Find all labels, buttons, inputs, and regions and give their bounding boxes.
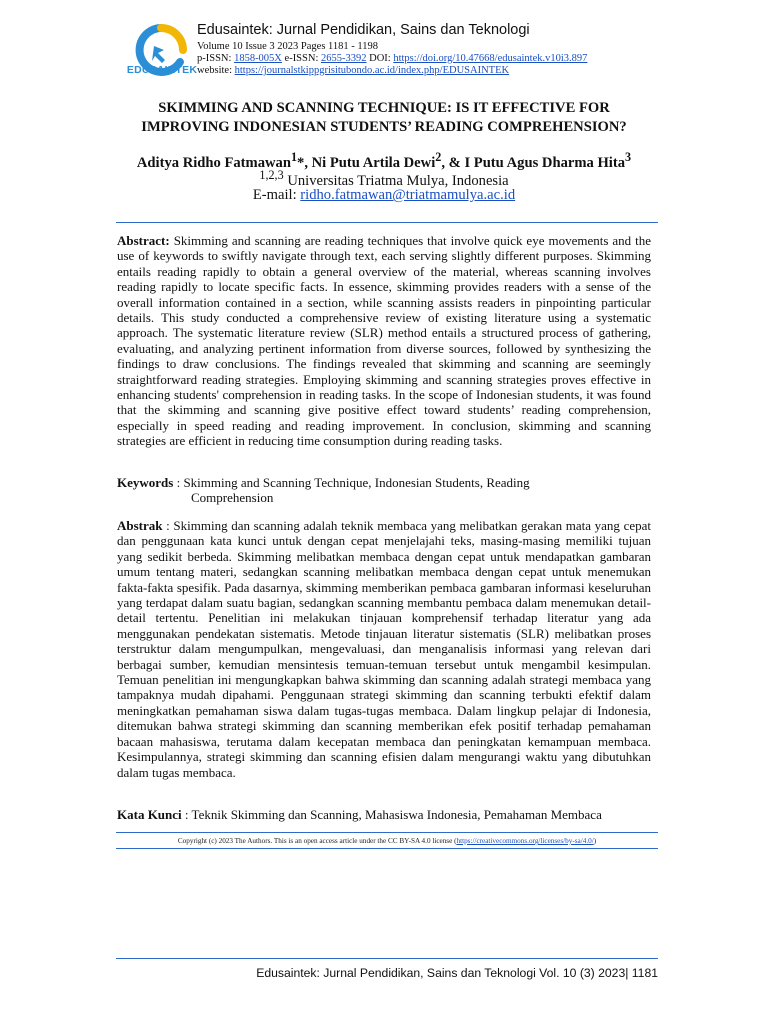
- article-title: [60, 99, 708, 137]
- license-link[interactable]: https://creativecommons.org/licenses/by-sa/4.0/: [456, 837, 594, 845]
- license-notice: [116, 837, 658, 845]
- author-3: I Putu Agus Dharma Hita: [464, 154, 626, 171]
- email-label: E-mail:: [252, 187, 301, 203]
- eissn-link[interactable]: 2655-3392: [321, 52, 367, 64]
- keywords-text-line-1: : Skimming and Scanning Technique, Indonesian Students, Reading: [173, 475, 530, 490]
- website-label: website:: [197, 64, 235, 76]
- eissn-label: e-ISSN:: [281, 52, 321, 64]
- divider-footer: [116, 958, 658, 959]
- author-2: Ni Putu Artila Dewi: [311, 154, 436, 171]
- divider-top: [116, 222, 658, 223]
- doi-label: DOI:: [366, 52, 394, 64]
- pissn-link[interactable]: 1858-005X: [234, 52, 282, 64]
- email-link[interactable]: ridho.fatmawan@triatmamulya.ac.id: [300, 187, 516, 203]
- author-separator: , &: [441, 154, 465, 171]
- journal-header: [197, 22, 717, 76]
- issn-doi-line: [197, 53, 717, 65]
- title-line-1: SKIMMING AND SCANNING TECHNIQUE: IS IT EFFECTIVE FOR: [158, 100, 610, 116]
- kata-kunci-text: : Teknik Skimming dan Scanning, Mahasiswa Indonesia, Pemahaman Membaca: [181, 807, 602, 822]
- email-line: [60, 187, 708, 204]
- license-text: Copyright (c) 2023 The Authors. This is an open access article under the CC BY-SA 4.0 license (: [177, 837, 457, 845]
- author-1-sup: 1: [290, 150, 298, 164]
- author-1-mark: *,: [297, 154, 312, 171]
- doi-link[interactable]: https://doi.org/10.47668/edusaintek.v10i3.897: [393, 52, 588, 64]
- abstrak-text: : Skimming dan scanning adalah teknik membaca yang melibatkan gerakan mata yang cepat dan penggunaan kata kunci untuk dengan cepat menjelajahi teks, masing-masing memiliki tujuan yang sedikit berbeda. Skimming melibatkan membaca dengan cepat untuk mendapatkan gambaran umum tentang materi, sedangkan scanning melibatkan membaca dengan cepat untuk menemukan fakta-fakta spesifik. Pada dasarnya, skimming memberikan pembaca gambaran informasi keseluruhan yang terdapat dalam suatu bagian, sedangkan scanning membantu pembaca dalam menemukan detail-detail tertentu. Penelitian ini melakukan tinjauan komprehensif terhadap literatur yang ada menggunakan pendekatan sistematis. Metode tinjauan literatur sistematis (SLR) melibatkan proses terstruktur dalam mengumpulkan, mengevaluasi, dan menganalisis informasi yang relevan dari berbagai sumber, kemudian mensintesis temuan-temuan tersebut untuk mengambil kesimpulan. Temuan penelitian ini mengungkapkan bahwa skimming dan scanning adalah strategi membaca yang tampaknya mudah dipahami. Penggunaan strategi skimming dan scanning terbukti efektif dalam meningkatkan pemahaman siswa dalam tugas-tugas membaca. Dalam lingkup pelajar di Indonesia, ditemukan bahwa strategi skimming dan scanning memberikan efek positif terhadap pemahaman bacaan mahasiswa, terutama dalam kecepatan membaca dan peningkatan kemampuan membaca. Kesimpulannya, strategi skimming dan scanning efisien dalam mengurangi waktu yang dibutuhkan dalam tugas membaca.: [117, 518, 651, 780]
- author-1: Aditya Ridho Fatmawan: [136, 154, 291, 171]
- website-link[interactable]: https://journalstkippgrisitubondo.ac.id/index.php/EDUSAINTEK: [234, 64, 510, 76]
- page-footer: Edusaintek: Jurnal Pendidikan, Sains dan Teknologi Vol. 10 (3) 2023| 1181: [256, 966, 658, 980]
- affiliation-text: Universitas Triatma Mulya, Indonesia: [283, 172, 509, 189]
- journal-title: Edusaintek: Jurnal Pendidikan, Sains dan Teknologi: [197, 22, 530, 38]
- author-3-sup: 3: [625, 150, 632, 164]
- license-close: ): [593, 837, 597, 845]
- author-2-sup: 2: [435, 150, 442, 164]
- keywords-english: [117, 475, 651, 506]
- logo-text: EDUSAINTEK: [126, 64, 198, 76]
- keywords-indonesian: [117, 807, 651, 822]
- abstract-english: [117, 233, 651, 449]
- volume-line: Volume 10 Issue 3 2023 Pages 1181 - 1198: [197, 41, 379, 52]
- title-line-2: IMPROVING INDONESIAN STUDENTS’ READING COMPREHENSION?: [141, 119, 627, 135]
- divider-license-bottom: [116, 848, 658, 849]
- keywords-label: Keywords: [117, 475, 174, 490]
- divider-license-top: [116, 832, 658, 833]
- pissn-label: p-ISSN:: [197, 52, 235, 64]
- kata-kunci-label: Kata Kunci: [117, 807, 182, 822]
- abstract-label: Abstract:: [117, 233, 170, 248]
- keywords-text-line-2: Comprehension: [191, 490, 274, 506]
- abstrak-label: Abstrak: [117, 518, 163, 533]
- affiliation-sup: 1,2,3: [259, 168, 284, 182]
- abstract-indonesian: [117, 518, 651, 780]
- website-line: [197, 65, 717, 77]
- abstract-text: Skimming and scanning are reading techniques that involve quick eye movements and the use of keywords to swiftly navigate through text, each serving slightly different purposes. Skimming entails reading rapidly to obtain a general overview of the material, whereas scanning involves reading rapidly to locate specific facts. In essence, skimming provides readers with a sense of the overall information contained in a section, while scanning assists readers in pinpointing particular details. This study conducted a comprehensive review of existing literature using a systematic approach. The systematic literature review (SLR) method entails a structured process of gathering, evaluating, and analyzing pertinent information from diverse sources, followed by synthesizing the findings to draw conclusions. The findings revealed that skimming and scanning are seemingly straightforward reading strategies. Employing skimming and scanning strategies proves effective in enhancing students' comprehension in reading tasks. In the scope of Indonesian students, it was found that the skimming and scanning give positive effect toward students’ reading comprehension, especially in speed reading and reading improvement. In conclusion, skimming and scanning strategies are efficient in reducing time consumption during reading tasks.: [117, 233, 651, 449]
